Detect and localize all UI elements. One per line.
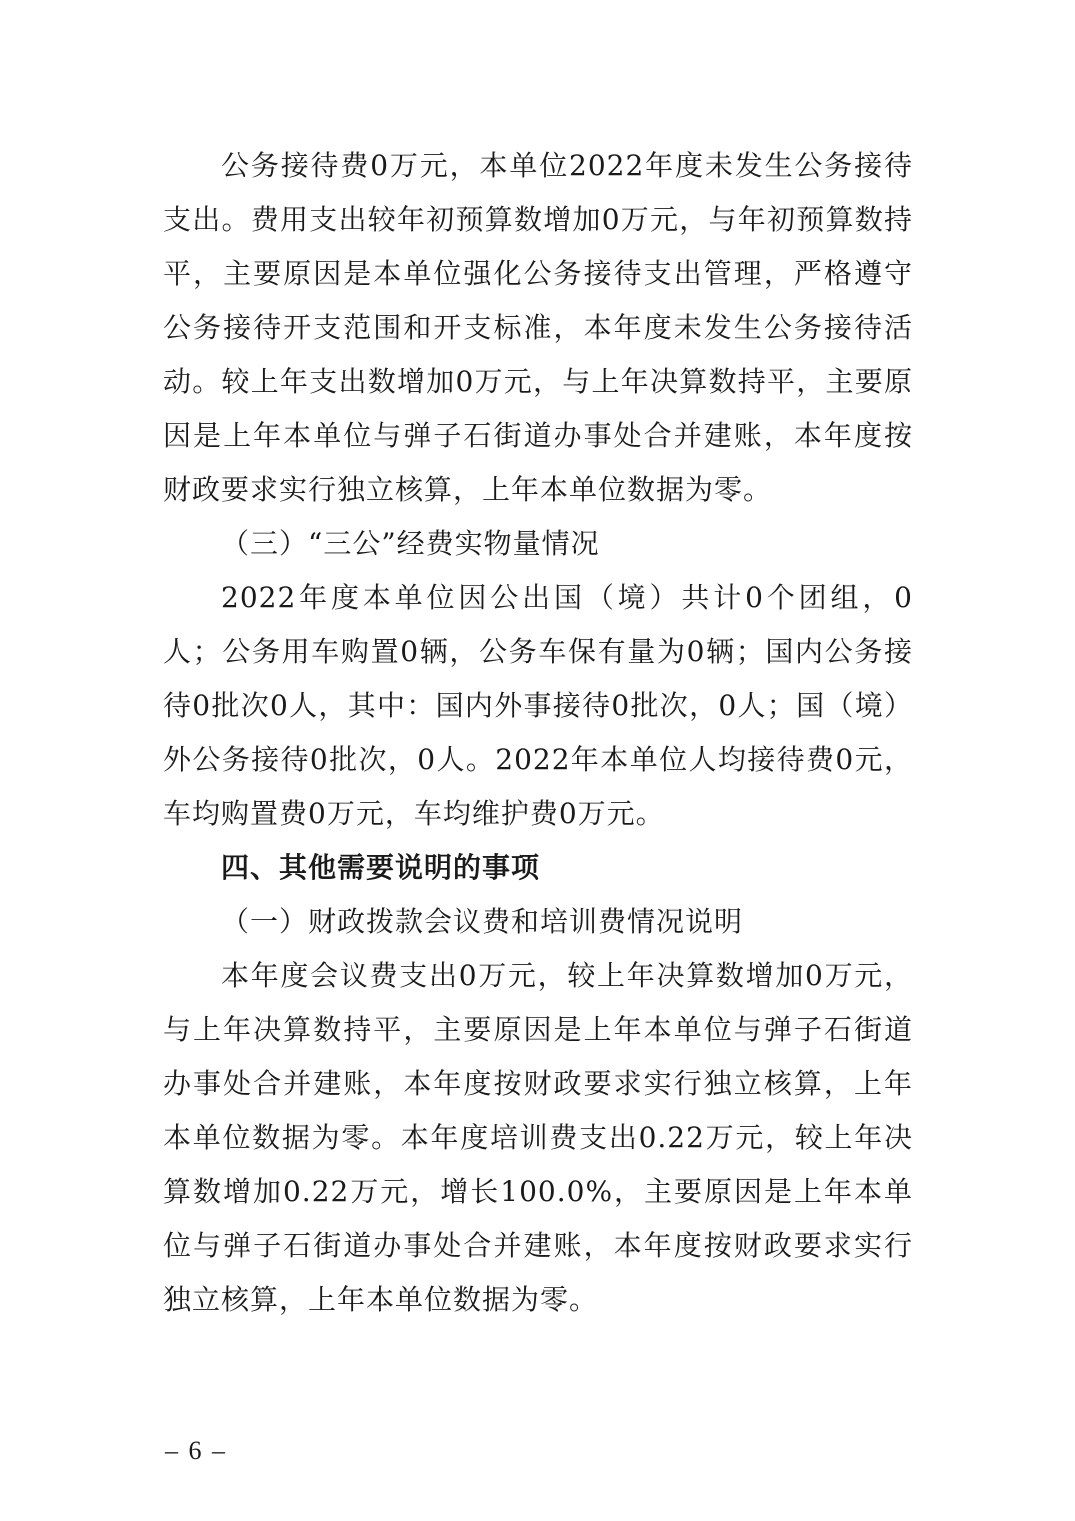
paragraph-meeting-training-fees: 本年度会议费支出0万元，较上年决算数增加0万元，与上年决算数持平，主要原因是上年本单位与弹子石街道办事处合并建账，本年度按财政要求实行独立核算，上年本单位数据为零。本年度培训费支出0.22万元，较上年决算数增加0.22万元，增长100.0%，主要原因是上年本单位与弹子石街道办事处合并建账，本年度按财政要求实行独立核算，上年本单位数据为零。 xyxy=(163,959,913,1316)
section-heading-other-matters: 四、其他需要说明的事项 xyxy=(221,851,541,884)
heading-three-public-quantities: （三）“三公”经费实物量情况 xyxy=(221,527,600,560)
page-number: – 6 – xyxy=(165,1436,227,1465)
heading-meeting-training-fees: （一）财政拨款会议费和培训费情况说明 xyxy=(221,905,744,938)
document-body xyxy=(163,139,913,1327)
paragraph-physical-quantities: 2022年度本单位因公出国（境）共计0个团组，0人；公务用车购置0辆，公务车保有量为0辆；国内公务接待0批次0人，其中：国内外事接待0批次，0人；国（境）外公务接待0批次，0人。2022年本单位人均接待费0元，车均购置费0万元，车均维护费0万元。 xyxy=(163,581,913,830)
paragraph-reception-expenses: 公务接待费0万元，本单位2022年度未发生公务接待支出。费用支出较年初预算数增加0万元，与年初预算数持平，主要原因是本单位强化公务接待支出管理，严格遵守公务接待开支范围和开支标准，本年度未发生公务接待活动。较上年支出数增加0万元，与上年决算数持平，主要原因是上年本单位与弹子石街道办事处合并建账，本年度按财政要求实行独立核算，上年本单位数据为零。 xyxy=(163,149,913,506)
